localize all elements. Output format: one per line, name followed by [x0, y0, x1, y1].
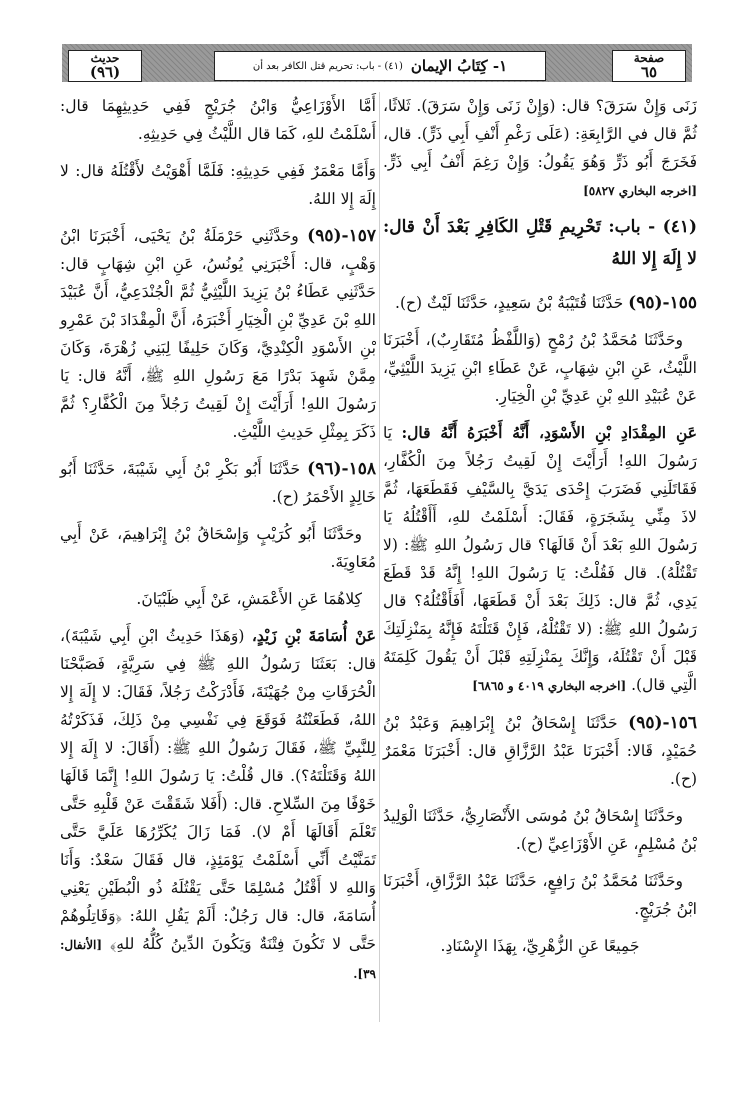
section-heading: (٤١) - باب: تَحْرِيمِ قَتْلِ الكَافِرِ بَعْدَ أَنْ قال: لا إِلَهَ إِلا اللهُ — [383, 217, 697, 269]
book-title: ١- كِتَابُ الإيمان — [410, 57, 508, 75]
hadith-text: حَدَّثَنَا أَبُو بَكْرِ بْنُ أَبِي شَيْبَةَ، حَدَّثَنَا أَبُو خَالِدٍ الأَحْمَرُ (ح). — [60, 460, 376, 506]
hadith-number: ١٥٧-(٩٥) — [307, 226, 376, 246]
column-divider — [379, 92, 380, 1022]
paragraph: وحَدَّثَنَا إِسْحَاقُ بْنُ مُوسَى الأَنْصَارِيُّ، حَدَّثَنَا الْوَلِيدُ بْنُ مُسْلِمٍ، عَنِ الأَوْزَاعِيِّ (ح). — [383, 807, 697, 853]
narrator: عَنْ أُسَامَةَ بْنِ زَيْدٍ، — [251, 626, 376, 645]
page-number: ٦٥ — [640, 63, 658, 81]
reference: [الأنفال: ٣٩]. — [60, 938, 376, 981]
hadith-155 — [383, 289, 697, 317]
chapter-title: (٤١) - باب: تحريم قتل الكافر بعد أن — [252, 60, 403, 72]
narrator: عَنِ المِقْدَادِ بْنِ الأَسْوَدِ، أَنَّهُ أَخْبَرَهُ أَنَّهُ قال: — [401, 423, 697, 442]
paragraph — [60, 622, 376, 988]
paragraph: أَمَّا الأَوْزَاعِيُّ وَابْنُ جُرَيْجٍ فَفِي حَدِيثِهِمَا قال: أَسْلَمْتُ للهِ، كَمَا قال اللَّيْثُ فِي حَدِيثِهِ. — [60, 97, 376, 143]
paragraph-text: زَنَى وَإِنْ سَرَقَ؟ قال: (وَإِنْ زَنَى وَإِنْ سَرَقَ). ثَلاثًا، ثُمَّ قال في الرَّابِعَةِ: (عَلَى رَغْمِ أَنْفِ أَبِي ذَرٍّ). قال، فَخَرَجَ أَبُو ذَرٍّ وَهُوَ يَقُولُ: وَإِنْ رَغِمَ أَنْفُ أَبِي ذَرٍّ. — [383, 97, 697, 171]
paragraph: جَمِيعًا عَنِ الزُّهْرِيِّ، بِهَذَا الإِسْنَادِ. — [440, 937, 640, 955]
page-label: صفحة — [633, 51, 665, 65]
reference: [اخرجه البخاري ٤٠١٩ و ٦٨٦٥] — [472, 679, 627, 693]
paragraph: وَأَمَّا مَعْمَرٌ فَفِي حَدِيثِهِ: فَلَمَّا أَهْوَيْتُ لأَقْتُلَهُ قال: لا إِلَهَ إِلا اللهُ. — [60, 162, 376, 208]
paragraph: كِلاهُمَا عَنِ الأَعْمَشِ، عَنْ أَبِي ظَبْيَانَ. — [136, 590, 362, 608]
paragraph: وحَدَّثَنَا أَبُو كُرَيْبٍ وَإِسْحَاقُ بْنُ إِبْرَاهِيمَ، عَنْ أَبِي مُعَاوِيَةَ. — [60, 525, 376, 571]
hadith-label: حديث — [90, 51, 120, 65]
hadith-number: ١٥٥-(٩٥) — [628, 293, 697, 313]
hadith-number: ١٥٦-(٩٥) — [628, 713, 697, 733]
left-column — [60, 92, 376, 997]
hadith-text: (وَهَذَا حَدِيثُ ابْنِ أَبِي شَيْبَةَ)، قال: بَعَثَنَا رَسُولُ اللهِ ﷺ فِي سَرِيَّةٍ، فَصَبَّحْنَا الْحُرَقَاتِ مِنْ جُهَيْنَةَ، فَأَدْرَكْتُ رَجُلاً، فَقَالَ: لا إِلَهَ إِلا اللهُ، فَطَعَنْتُهُ فَوَقَعَ فِي نَفْسِي مِنْ ذَلِكَ، فَذَكَرْتُهُ لِلنَّبِيِّ ﷺ، فَقَالَ رَسُولُ اللهِ ﷺ: (أَقَالَ: لا إِلَهَ إِلا اللهُ وَقَتَلْتَهُ؟). قال قُلْتُ: يَا رَسُولَ اللهِ! إِنَّمَا قَالَهَا خَوْفًا مِنَ السِّلاحِ. قال: (أَفَلا شَقَقْتَ عَنْ قَلْبِهِ حَتَّى تَعْلَمَ أَقَالَهَا أَمْ لا). فَمَا زَالَ يُكَرِّرُهَا عَلَيَّ حَتَّى تَمَنَّيْتُ أَنِّي أَسْلَمْتُ يَوْمَئِذٍ، قال فَقَالَ سَعْدٌ: وَأَنَا وَاللهِ لا أَقْتُلُ مُسْلِمًا حَتَّى يَقْتُلَهُ ذُو الْبُطَيْنِ يَعْنِي أُسَامَةَ، قال: قال رَجُلٌ: أَلَمْ يَقُلِ اللهُ: ﴿وَقَاتِلُوهُمْ حَتَّى لا تَكُونَ فِتْنَةٌ وَيَكُونَ الدِّينُ كُلُّهُ للهِ﴾ — [60, 627, 376, 953]
chapter-title-box — [214, 51, 546, 81]
reference: [اخرجه البخاري ٥٨٢٧] — [583, 184, 697, 198]
hadith-text: حَدَّثَنَا إِسْحَاقُ بْنُ إِبْرَاهِيمَ وَعَبْدُ بْنُ حُمَيْدٍ، قَالا: أَخْبَرَنَا عَبْدُ الرَّزَّاقِ قال: أَخْبَرَنَا مَعْمَرٌ (ح). — [383, 714, 697, 788]
hadith-157 — [60, 222, 376, 446]
right-column — [383, 92, 697, 969]
hadith-number: (٩٦) — [89, 63, 121, 81]
hadith-156 — [383, 709, 697, 793]
page-header — [62, 44, 692, 82]
paragraph: وحَدَّثَنَا مُحَمَّدُ بْنُ رُمْحٍ (وَاللَّفْظُ مُتَقَارِبٌ)، أَخْبَرَنَا اللَّيْثُ، عَنِ ابْنِ شِهَابٍ، عَنْ عَطَاءِ ابْنِ يَزِيدَ اللَّيْثِيِّ، عَنْ عُبَيْدِ اللهِ بْنِ عَدِيِّ بْنِ الْخِيَارِ. — [383, 331, 697, 405]
paragraph — [383, 92, 697, 205]
hadith-text: يَا رَسُولَ اللهِ! أَرَأَيْتَ إِنْ لَقِيتُ رَجُلاً مِنَ الْكُفَّارِ، فَقَاتَلَنِي فَضَرَبَ إِحْدَى يَدَيَّ بِالسَّيْفِ فَقَطَعَهَا، ثُمَّ لاذَ مِنِّي بِشَجَرَةٍ، فَقَالَ: أَسْلَمْتُ للهِ، أَأَقْتُلُهُ يَا رَسُولَ اللهِ بَعْدَ أَنْ قَالَهَا؟ قال رَسُولُ اللهِ ﷺ: (لا تَقْتُلْهُ). قال فَقُلْتُ: يَا رَسُولَ اللهِ! إِنَّهُ قَدْ قَطَعَ يَدِي، ثُمَّ قال: ذَلِكَ بَعْدَ أَنْ قَطَعَهَا، أَفَأَقْتُلُهُ؟ قال رَسُولُ اللهِ ﷺ: (لا تَقْتُلْهُ، فَإِنْ قَتَلْتَهُ فَإِنَّهُ بِمَنْزِلَتِكَ قَبْلَ أَنْ تَقْتُلَهُ، وَإِنَّكَ بِمَنْزِلَتِهِ قَبْلَ أَنْ يَقُولَ كَلِمَتَهُ الَّتِي قال). — [383, 424, 697, 694]
paragraph — [383, 419, 697, 700]
page-number-box — [612, 50, 686, 82]
hadith-number: ١٥٨-(٩٦) — [307, 459, 376, 479]
hadith-number-box — [68, 50, 142, 82]
paragraph: وحَدَّثَنَا مُحَمَّدُ بْنُ رَافِعٍ، حَدَّثَنَا عَبْدُ الرَّزَّاقِ، أَخْبَرَنَا ابْنُ جُرَيْجٍ. — [383, 872, 697, 918]
hadith-text: حَدَّثَنَا قُتَيْبَةُ بْنُ سَعِيدٍ، حَدَّثَنَا لَيْثٌ (ح). — [395, 294, 624, 312]
hadith-text: وحَدَّثَنِي حَرْمَلَةُ بْنُ يَحْيَى، أَخْبَرَنَا ابْنُ وَهْبٍ، قال: أَخْبَرَنِي يُونُسُ، عَنِ ابْنِ شِهَابٍ قال: حَدَّثَنِي عَطَاءُ بْنُ يَزِيدَ اللَّيْثِيُّ ثُمَّ الْجُنْدَعِيُّ، أَنَّ عُبَيْدَ اللهِ بْنَ عَدِيِّ بْنِ الْخِيَارِ أَخْبَرَهُ، أَنَّ الْمِقْدَادَ بْنَ عَمْرِو بْنِ الأَسْوَدِ الْكِنْدِيَّ، وَكَانَ حَلِيفًا لِبَنِي زُهْرَةَ، وَكَانَ مِمَّنْ شَهِدَ بَدْرًا مَعَ رَسُولِ اللهِ ﷺ، أَنَّهُ قال: يَا رَسُولَ اللهِ! أَرَأَيْتَ إِنْ لَقِيتُ رَجُلاً مِنَ الْكُفَّارِ؟ ثُمَّ ذَكَرَ بِمِثْلِ حَدِيثِ اللَّيْثِ. — [60, 227, 376, 441]
hadith-158 — [60, 455, 376, 511]
